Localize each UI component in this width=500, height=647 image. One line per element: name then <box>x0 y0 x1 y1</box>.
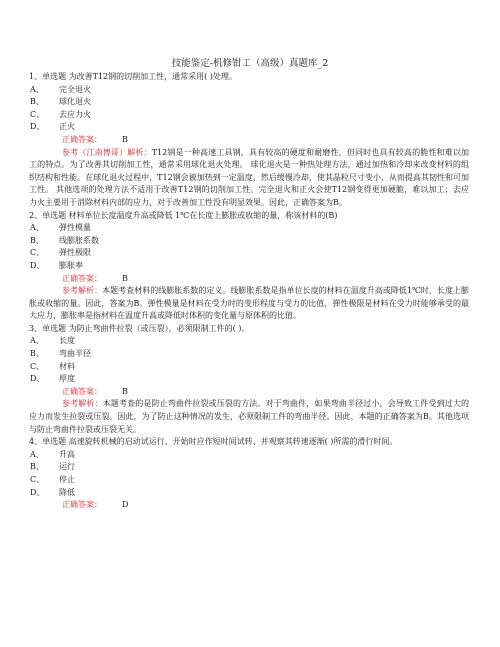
analysis-text: 本题考查材料的线膨胀系数的定义。线膨胀系数是指单位长度的材料在温度升高或降低1℃时，长度上膨胀或收缩的量。因此，答案为B。弹性模量是材料在受力时的变形程度与受力的比值，弹性极限是材料在受力时能够承受的最大应力，膨胀率是指材料在温度升高或降低时体积的变化量与原体积的比值。 <box>29 286 470 321</box>
option-key: C、 <box>30 109 45 119</box>
option <box>29 487 469 500</box>
option-text: 材料 <box>59 361 75 371</box>
option-text: 厚度 <box>59 374 75 384</box>
option-text: 降低 <box>59 487 75 497</box>
option-text: 升高 <box>59 449 75 459</box>
option <box>29 361 469 374</box>
option <box>29 348 469 361</box>
option-key: D、 <box>30 374 45 384</box>
analysis-text: 本题考查的是防止弯曲件拉裂或压裂的方法。对于弯曲件，如果弯曲半径过小，会导致工件受到过大的应力而发生拉裂或压裂。因此，为了防止这种情况的发生，必须限制工件的弯曲半径。因此，本题的正确答案为B。其他选项与防止弯曲件拉裂或压裂无关。 <box>29 399 469 434</box>
option-key: B、 <box>30 235 44 245</box>
document-title: 技能鉴定-机修钳工（高级）真题库_2 <box>171 58 329 69</box>
option-key: C、 <box>30 248 45 258</box>
option-key: A、 <box>30 449 44 459</box>
answer-value: B <box>122 273 128 283</box>
answer-line <box>29 273 469 286</box>
option-text: 完全退火 <box>59 84 91 94</box>
option-text: 长度 <box>59 336 75 346</box>
option-key: C、 <box>30 475 45 484</box>
option-text: 停止 <box>59 475 75 484</box>
option-key: D、 <box>30 487 45 497</box>
option-key: B、 <box>30 462 44 472</box>
option-text: 运行 <box>59 462 75 472</box>
option-key: D、 <box>30 122 45 132</box>
option <box>29 96 469 109</box>
option-key: A、 <box>30 336 44 346</box>
option <box>29 247 469 260</box>
option-text: 正火 <box>59 122 75 132</box>
analysis-label: 参考解析： <box>62 286 103 296</box>
analysis <box>29 285 469 323</box>
option <box>29 109 469 122</box>
answer-value: B <box>122 386 128 396</box>
answer-line <box>29 499 469 512</box>
answer-label: 正确答案： <box>62 134 102 144</box>
answer-label: 正确答案： <box>62 500 102 510</box>
analysis <box>29 147 469 210</box>
option-text: 弹性模量 <box>59 223 91 233</box>
analysis-label: 参考解析： <box>62 399 103 409</box>
analysis-label: 参考（江南博哥）解析： <box>62 147 152 157</box>
option-text: 膨胀率 <box>59 260 83 270</box>
analysis-text: T12钢是一种高速工具钢，具有较高的硬度和耐磨性，但同时也具有较高的脆性和难以加工的特点。为了改善其切削加工性，通常采用球化退火处理。 球化退火是一种热处理方法，通过加热和冷却来改变材料的组织结构和性能。在球化退火过程中，T12钢会被加热到一定温度，然后缓慢冷却，使其晶粒尺寸变小，从而提高其韧性和可加工性。 其他选项的处理方法不适用于改善T12钢的切削加工性。完全退火和正火会使T12钢变得更加硬脆，难以加工；去应力火主要用于消除材料内部的应力，对于改善加工性没有明显效果。因此，正确答案为B。 <box>29 147 469 207</box>
answer-value: B <box>122 134 128 144</box>
option-text: 弯曲半径 <box>59 349 91 359</box>
option-key: B、 <box>30 349 44 359</box>
question-stem: 4、单选题 高速旋转机械的启动试运行、开始时应作短时间试转、并观察其转速逐渐( )所需的滑行时间。 <box>29 437 398 447</box>
answer-line <box>29 386 469 399</box>
question-list <box>29 71 469 512</box>
option-key: B、 <box>30 97 44 107</box>
option <box>29 449 469 462</box>
question-stem: 3、单选题 为防止弯曲件拉裂（或压裂），必须限制工件的( )。 <box>29 323 250 333</box>
option-key: C、 <box>30 361 45 371</box>
option-key: A、 <box>30 84 44 94</box>
answer-line <box>29 134 469 147</box>
option-key: A、 <box>30 223 44 233</box>
option <box>29 121 469 134</box>
option-text: 线膨胀系数 <box>59 235 99 245</box>
option-text: 弹性极限 <box>59 248 91 258</box>
option <box>29 373 469 386</box>
option <box>29 84 469 97</box>
option <box>29 335 469 348</box>
option <box>29 461 469 474</box>
option-key: D、 <box>30 260 45 270</box>
answer-label: 正确答案： <box>62 273 102 283</box>
option <box>29 260 469 273</box>
answer-label: 正确答案： <box>62 386 102 396</box>
option <box>29 222 469 235</box>
analysis <box>29 398 469 436</box>
option-text: 球化退火 <box>59 97 91 107</box>
answer-value: D <box>122 500 129 510</box>
question-stem: 1、单选题 为改善T12钢的切削加工性，通常采用( )处理。 <box>29 72 237 81</box>
option-text: 去应力火 <box>59 109 91 119</box>
option <box>29 474 469 487</box>
option <box>29 235 469 248</box>
question-stem: 2、单选题 材料单位长度温度升高或降低 1℃在长度上膨胀或收缩的量，称该材料的(B) <box>29 210 338 220</box>
